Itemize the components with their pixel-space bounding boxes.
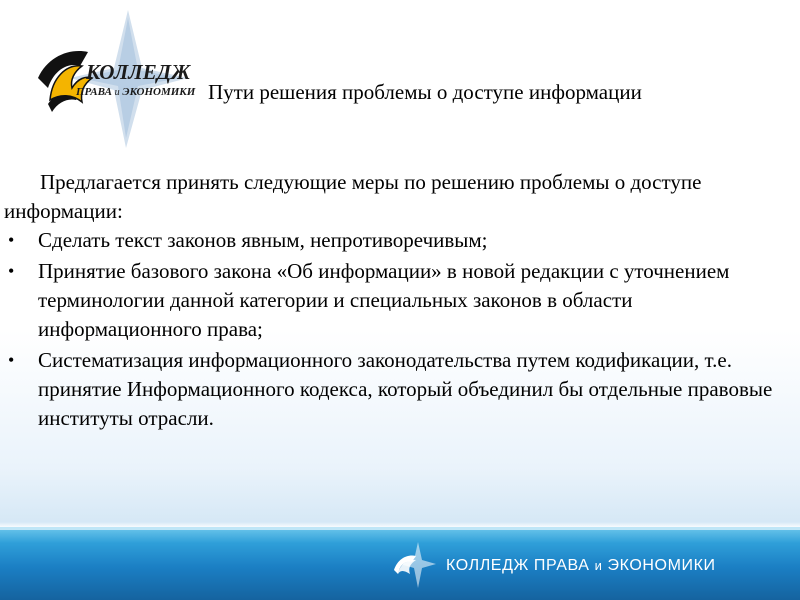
footer-divider xyxy=(0,527,800,530)
intro-paragraph: Предлагается принять следующие меры по решению проблемы о доступе информации: xyxy=(4,170,702,223)
college-logo xyxy=(30,8,196,148)
slide-content xyxy=(4,168,790,435)
logo-subtitle xyxy=(76,86,195,98)
bullet-text: Систематизация информационного законодательства путем кодификации, т.е. принятие Информационного кодекса, который объединил бы отдельные правовые институты отрасли. xyxy=(38,348,773,430)
bullet-text: Принятие базового закона «Об информации» в новой редакции с уточнением терминологии данной категории и специальных законов в области информационного права; xyxy=(38,259,730,341)
slide-title: Пути решения проблемы о доступе информации xyxy=(208,80,642,104)
bullet-marker: • xyxy=(8,350,15,370)
logo-subtitle-part-2: ЭКОНОМИКИ xyxy=(122,86,196,98)
bullet-text: Сделать текст законов явным, непротиворечивым; xyxy=(38,228,488,252)
bullet-item xyxy=(4,257,790,344)
logo-subtitle-conjunction: и xyxy=(114,87,120,98)
footer-text-part-2: ЭКОНОМИКИ xyxy=(607,557,716,574)
footer-text-part-1: КОЛЛЕДЖ ПРАВА xyxy=(446,557,590,574)
college-star-emblem-icon xyxy=(388,540,438,590)
bullet-marker: • xyxy=(8,230,15,250)
bullet-marker: • xyxy=(8,261,15,281)
bullet-item xyxy=(4,226,790,255)
bullet-list xyxy=(4,226,790,433)
logo-subtitle-part-1: ПРАВА xyxy=(76,86,112,98)
bullet-item xyxy=(4,346,790,433)
footer-text-conjunction: и xyxy=(594,558,603,573)
footer-college-name xyxy=(446,557,716,575)
logo-title: КОЛЛЕДЖ xyxy=(86,60,191,84)
